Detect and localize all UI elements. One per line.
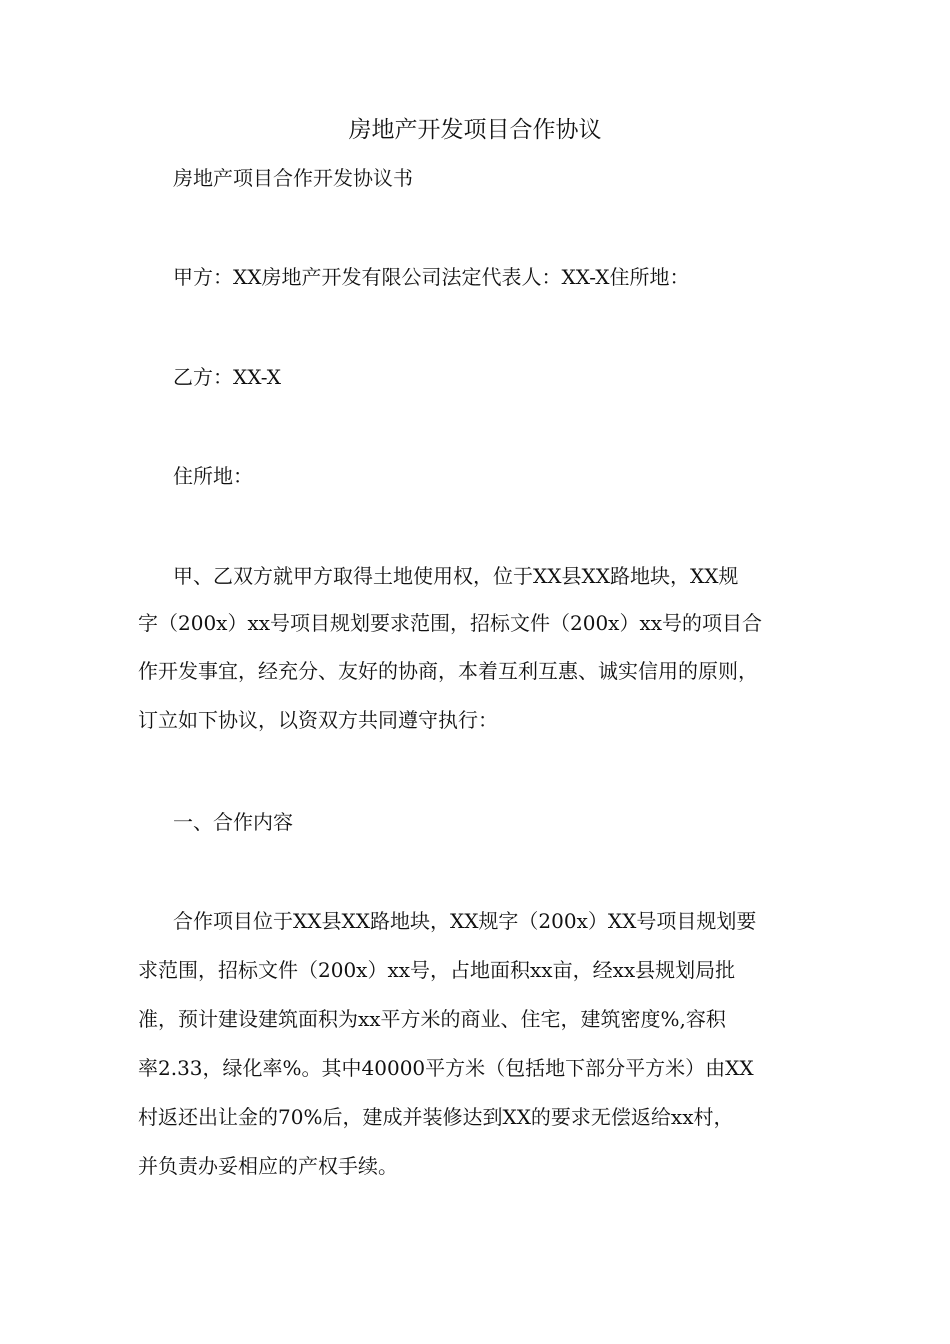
- section-line: 合作项目位于XX县XX路地块，XX规字（200x）XX号项目规划要: [173, 909, 757, 933]
- section-line: 村返还出让金的70%后，建成并装修达到XX的要求无偿返给xx村，: [138, 1105, 734, 1129]
- document-subtitle: 房地产项目合作开发协议书: [173, 166, 413, 190]
- intro-line: 订立如下协议，以资双方共同遵守执行：: [138, 708, 498, 732]
- section-line: 率2.33，绿化率%。其中40000平方米（包括地下部分平方米）由XX: [138, 1056, 754, 1080]
- intro-line: 甲、乙双方就甲方取得土地使用权，位于XX县XX路地块，XX规: [173, 564, 739, 588]
- document-title: 房地产开发项目合作协议: [348, 117, 602, 143]
- section-line: 求范围，招标文件（200x）xx号，占地面积xx亩，经xx县规划局批: [138, 958, 736, 982]
- section-heading: 一、合作内容: [173, 810, 293, 834]
- section-line: 准，预计建设建筑面积为xx平方米的商业、住宅，建筑密度%,容积: [138, 1007, 726, 1031]
- address-line: 住所地：: [173, 464, 253, 488]
- party-a-line: 甲方：XX房地产开发有限公司法定代表人：XX-X住所地：: [173, 265, 690, 289]
- intro-line: 作开发事宜，经充分、友好的协商，本着互利互惠、诚实信用的原则，: [138, 659, 758, 683]
- intro-line: 字（200x）xx号项目规划要求范围，招标文件（200x）xx号的项目合: [138, 611, 763, 635]
- section-line: 并负责办妥相应的产权手续。: [138, 1154, 398, 1178]
- party-b-line: 乙方：XX-X: [173, 365, 282, 389]
